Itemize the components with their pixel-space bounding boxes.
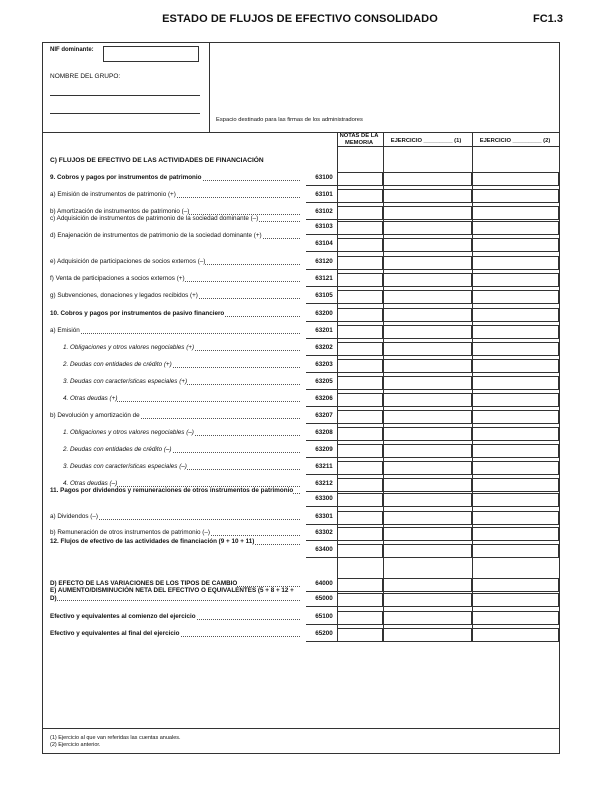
notas-cell[interactable]	[337, 189, 383, 203]
notas-cell[interactable]	[337, 511, 383, 525]
notas-cell[interactable]	[337, 544, 383, 558]
notas-cell[interactable]	[337, 256, 383, 270]
row-label	[50, 513, 300, 521]
row-label	[50, 613, 300, 621]
ejercicio2-cell[interactable]	[472, 593, 559, 607]
grupo-label: NOMBRE DEL GRUPO:	[50, 73, 121, 80]
notas-cell[interactable]	[337, 342, 383, 356]
notas-cell[interactable]	[337, 273, 383, 287]
ejercicio1-cell[interactable]	[383, 427, 472, 441]
row-code: 63101	[315, 191, 333, 198]
form-title: ESTADO DE FLUJOS DE EFECTIVO CONSOLIDADO	[162, 13, 438, 25]
ejercicio2-cell[interactable]	[472, 172, 559, 186]
ejercicio2-cell[interactable]	[472, 256, 559, 270]
row-label-text: Efectivo y equivalentes al final del ejercicio	[50, 630, 180, 637]
row-label-text: a) Dividendos (–)	[50, 513, 98, 520]
row-label	[50, 174, 300, 182]
row-label	[63, 446, 300, 454]
ejercicio2-cell[interactable]	[472, 493, 559, 507]
row-label	[63, 344, 300, 352]
row-code: 63208	[315, 429, 333, 436]
row-code: 63121	[315, 275, 333, 282]
form-frame	[42, 42, 560, 754]
notas-cell[interactable]	[337, 478, 383, 492]
col-ejercicio2-header: EJERCICIO _________ (2)	[479, 138, 551, 144]
notas-cell[interactable]	[337, 308, 383, 322]
notas-cell[interactable]	[337, 493, 383, 507]
row-code: 63102	[315, 208, 333, 215]
ejercicio2-cell[interactable]	[472, 427, 559, 441]
row-label-text: 9. Cobros y pagos por instrumentos de patrimonio	[50, 174, 202, 181]
row-code: 63205	[315, 378, 333, 385]
footnotes	[50, 735, 181, 749]
row-label	[63, 463, 300, 471]
ejercicio1-cell[interactable]	[383, 511, 472, 525]
ejercicio1-cell[interactable]	[383, 410, 472, 424]
row-label-text: e) Adquisición de participaciones de socios externos (–)	[50, 258, 206, 265]
row-label	[50, 538, 300, 546]
row-label-text: f) Venta de participaciones a socios externos (+)	[50, 275, 185, 282]
ejercicio1-cell[interactable]	[383, 544, 472, 558]
row-label-text: 2. Deudas con entidades de crédito (+)	[63, 361, 172, 368]
col-ejercicio1-header: EJERCICIO _________ (1)	[390, 138, 462, 144]
firmas-note: Espacio destinado para las firmas de los administradores	[216, 117, 363, 123]
ejercicio1-cell[interactable]	[383, 628, 472, 642]
ejercicio2-cell[interactable]	[472, 359, 559, 373]
ejercicio2-cell[interactable]	[472, 206, 559, 220]
row-label	[50, 275, 300, 283]
ejercicio1-cell[interactable]	[383, 393, 472, 407]
nif-input[interactable]	[103, 46, 199, 62]
ejercicio1-cell[interactable]	[383, 342, 472, 356]
ejercicio1-cell[interactable]	[383, 611, 472, 625]
ejercicio1-cell[interactable]	[383, 593, 472, 607]
ejercicio2-cell[interactable]	[472, 511, 559, 525]
ejercicio2-cell[interactable]	[472, 444, 559, 458]
form-code: FC1.3	[533, 13, 563, 25]
ejercicio2-cell[interactable]	[472, 238, 559, 252]
row-label-text: 1. Obligaciones y otros valores negociables (+)	[63, 344, 195, 351]
ejercicio2-cell[interactable]	[472, 376, 559, 390]
row-code: 63211	[315, 463, 333, 470]
row-code: 63104	[315, 240, 333, 247]
ejercicio2-cell[interactable]	[472, 273, 559, 287]
row-label	[50, 487, 300, 495]
ejercicio2-cell[interactable]	[472, 461, 559, 475]
footnote-divider	[43, 728, 559, 729]
row-label-text: a) Emisión de instrumentos de patrimonio (+)	[50, 191, 176, 198]
ejercicio2-cell[interactable]	[472, 221, 559, 235]
row-label-text: b) Devolución y amortización de	[50, 412, 140, 419]
row-code: 63209	[315, 446, 333, 453]
row-label-text: Efectivo y equivalentes al comienzo del ejercicio	[50, 613, 196, 620]
ejercicio2-cell[interactable]	[472, 290, 559, 304]
row-label	[50, 412, 300, 420]
row-code: 65200	[315, 630, 333, 637]
grupo-line-2[interactable]	[50, 113, 200, 114]
ejercicio2-cell[interactable]	[472, 189, 559, 203]
row-label-text: 11. Pagos por dividendos y remuneraciones de otros instrumentos de patrimonio	[50, 487, 294, 494]
row-label	[50, 310, 300, 318]
ejercicio1-cell[interactable]	[383, 273, 472, 287]
ejercicio2-cell[interactable]	[472, 628, 559, 642]
row-code: 63300	[315, 495, 333, 502]
row-label-text: D) EFECTO DE LAS VARIACIONES DE LOS TIPOS DE CAMBIO	[50, 580, 238, 587]
col-notas-header: NOTAS DE LA MEMORIA	[339, 133, 379, 146]
ejercicio1-cell[interactable]	[383, 290, 472, 304]
notas-cell[interactable]	[337, 611, 383, 625]
ejercicio2-cell[interactable]	[472, 410, 559, 424]
row-label-text: b) Amortización de instrumentos de patrimonio (–)	[50, 208, 190, 215]
notas-cell[interactable]	[337, 527, 383, 541]
row-code: 63206	[315, 395, 333, 402]
ejercicio2-cell[interactable]	[472, 578, 559, 592]
row-code: 63201	[315, 327, 333, 334]
notas-cell[interactable]	[337, 593, 383, 607]
row-label	[63, 361, 300, 369]
ejercicio1-cell[interactable]	[383, 461, 472, 475]
notas-cell[interactable]	[337, 172, 383, 186]
row-code: 64000	[315, 580, 333, 587]
row-label-text: g) Subvenciones, donaciones y legados recibidos (+)	[50, 292, 198, 299]
notas-cell[interactable]	[337, 393, 383, 407]
footnote-2: (2) Ejercicio anterior.	[50, 742, 101, 748]
row-label-text: 4. Otras deudas (–)	[63, 480, 118, 487]
ejercicio1-cell[interactable]	[383, 238, 472, 252]
row-label-text: c) Adquisición de instrumentos de patrimonio de la sociedad dominante (–)	[50, 215, 259, 222]
row-code: 63120	[315, 258, 333, 265]
ejercicio2-cell[interactable]	[472, 544, 559, 558]
ejercicio2-cell[interactable]	[472, 393, 559, 407]
notas-cell[interactable]	[337, 578, 383, 592]
row-label	[63, 395, 300, 403]
row-label	[63, 378, 300, 386]
row-label-text: a) Emisión	[50, 327, 80, 334]
ejercicio1-cell[interactable]	[383, 444, 472, 458]
ejercicio1-cell[interactable]	[383, 527, 472, 541]
ejercicio2-cell[interactable]	[472, 478, 559, 492]
ejercicio2-cell[interactable]	[472, 342, 559, 356]
row-label	[63, 429, 300, 437]
row-code: 63203	[315, 361, 333, 368]
row-label-text: 3. Deudas con características especiales (+)	[63, 378, 188, 385]
row-label	[50, 258, 300, 266]
ejercicio1-cell[interactable]	[383, 325, 472, 339]
row-label	[50, 215, 300, 223]
notas-cell[interactable]	[337, 461, 383, 475]
footnote-1: (1) Ejercicio al que van referidas las cuentas anuales.	[50, 735, 181, 741]
ejercicio1-cell[interactable]	[383, 172, 472, 186]
row-label-text: 10. Cobros y pagos por instrumentos de pasivo financiero	[50, 310, 225, 317]
notas-cell[interactable]	[337, 427, 383, 441]
nif-label: NIF dominante:	[50, 47, 94, 53]
ejercicio1-cell[interactable]	[383, 493, 472, 507]
row-label	[50, 630, 300, 638]
notas-cell[interactable]	[337, 206, 383, 220]
header-divider	[43, 132, 559, 133]
ejercicio1-cell[interactable]	[383, 578, 472, 592]
row-label	[50, 232, 300, 240]
row-code: 63100	[315, 174, 333, 181]
ejercicio1-cell[interactable]	[383, 478, 472, 492]
row-code: 63200	[315, 310, 333, 317]
row-label	[50, 292, 300, 300]
row-label	[50, 529, 300, 537]
notas-cell[interactable]	[337, 238, 383, 252]
row-code: 63400	[315, 546, 333, 553]
row-label-text: 1. Obligaciones y otros valores negociables (–)	[63, 429, 194, 436]
row-label	[50, 327, 300, 335]
row-label-text: E) AUMENTO/DISMINUCIÓN NETA DEL EFECTIVO O EQUIVALENTES (5 + 8 + 12 + D)	[50, 587, 294, 602]
notas-cell[interactable]	[337, 376, 383, 390]
notas-cell[interactable]	[337, 444, 383, 458]
row-code: 63207	[315, 412, 333, 419]
ejercicio1-cell[interactable]	[383, 221, 472, 235]
row-label	[50, 587, 300, 602]
row-code: 65100	[315, 613, 333, 620]
row-code: 63105	[315, 292, 333, 299]
row-label-text: 2. Deudas con entidades de crédito (–)	[63, 446, 172, 453]
ejercicio1-cell[interactable]	[383, 189, 472, 203]
ejercicio1-cell[interactable]	[383, 256, 472, 270]
ejercicio1-cell[interactable]	[383, 359, 472, 373]
ejercicio2-cell[interactable]	[472, 611, 559, 625]
ejercicio1-cell[interactable]	[383, 308, 472, 322]
row-label-text: 12. Flujos de efectivo de las actividades de financiación (9 + 10 + 11)	[50, 538, 255, 545]
identification-block	[43, 43, 210, 132]
row-label-text: b) Remuneración de otros instrumentos de patrimonio (–)	[50, 529, 210, 536]
row-code: 63301	[315, 513, 333, 520]
row-code: 63202	[315, 344, 333, 351]
row-label-text: 4. Otras deudas (+)	[63, 395, 118, 402]
notas-cell[interactable]	[337, 290, 383, 304]
notas-cell[interactable]	[337, 221, 383, 235]
row-label	[50, 191, 300, 199]
row-code: 65000	[315, 595, 333, 602]
ejercicio2-cell[interactable]	[472, 527, 559, 541]
ejercicio1-cell[interactable]	[383, 376, 472, 390]
notas-cell[interactable]	[337, 325, 383, 339]
ejercicio1-cell[interactable]	[383, 206, 472, 220]
row-label-text: d) Enajenación de instrumentos de patrimonio de la sociedad dominante (+)	[50, 232, 262, 239]
section-c-title: C) FLUJOS DE EFECTIVO DE LAS ACTIVIDADES DE FINANCIACIÓN	[50, 157, 264, 164]
row-code: 63103	[315, 223, 333, 230]
notas-cell[interactable]	[337, 359, 383, 373]
row-code: 63212	[315, 480, 333, 487]
row-code: 63302	[315, 529, 333, 536]
notas-cell[interactable]	[337, 628, 383, 642]
grupo-line-1[interactable]	[50, 95, 200, 96]
ejercicio2-cell[interactable]	[472, 308, 559, 322]
notas-cell[interactable]	[337, 410, 383, 424]
ejercicio2-cell[interactable]	[472, 325, 559, 339]
column-header-bottom	[337, 146, 559, 147]
row-label-text: 3. Deudas con características especiales (–)	[63, 463, 187, 470]
